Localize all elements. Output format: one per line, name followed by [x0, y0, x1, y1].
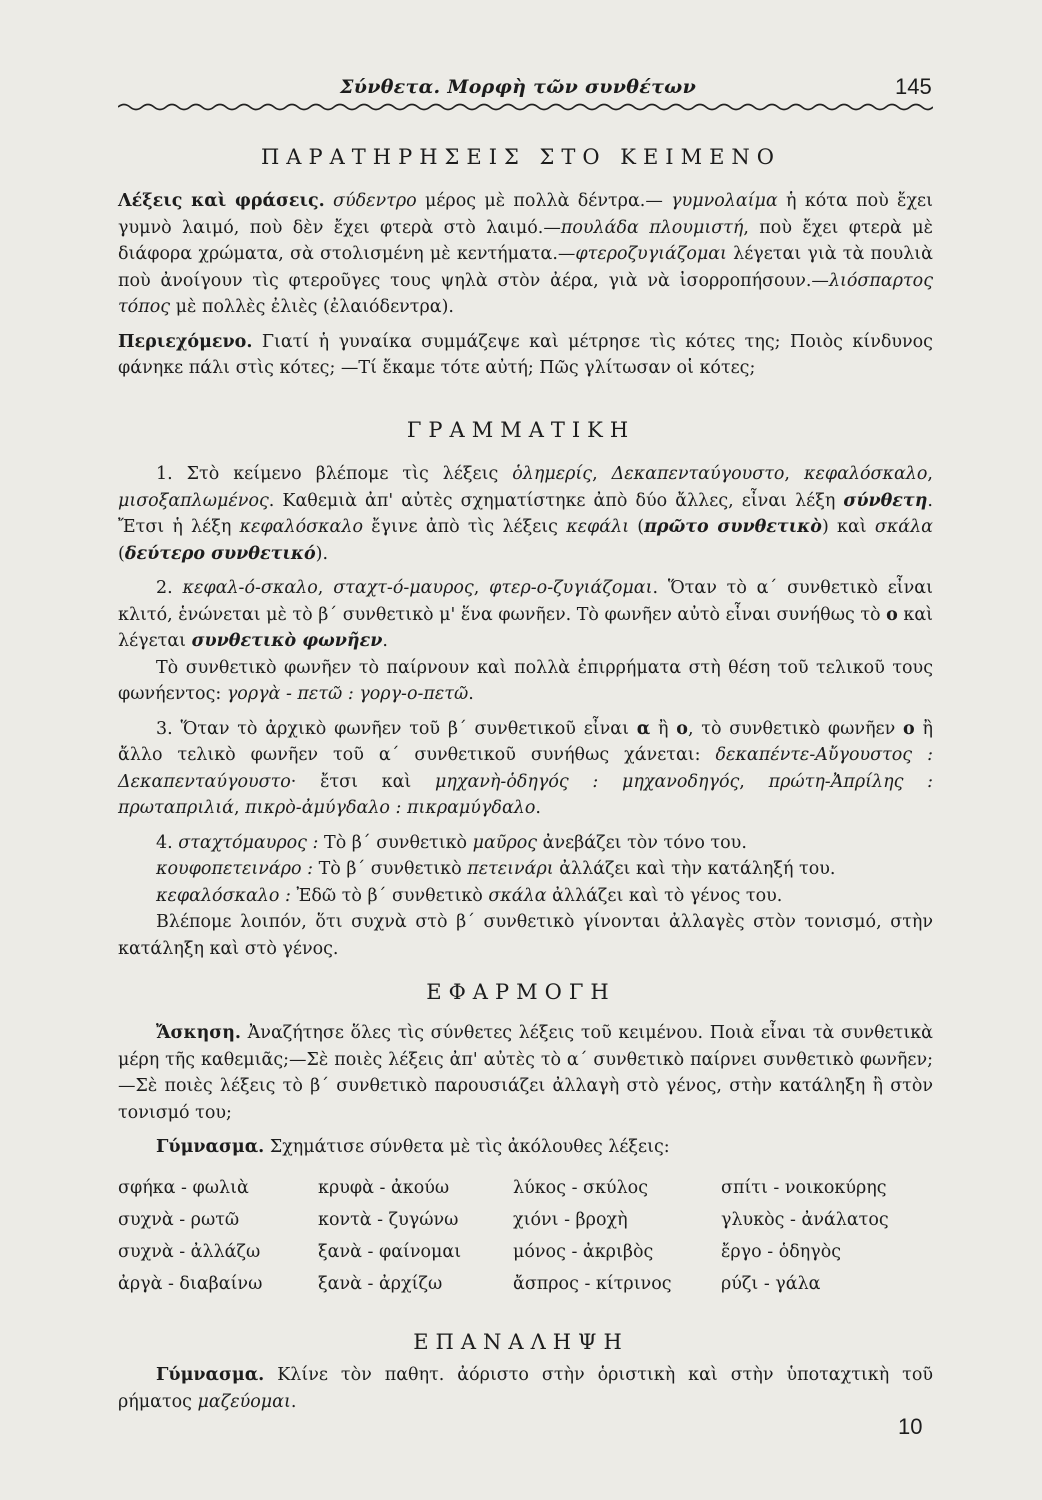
review-paragraph: Γύμνασμα. Κλίνε τὸν παθητ. ἀόριστο στὴν ὁριστικὴ καὶ στὴν ὑποταχτικὴ τοῦ ρήματος μαζεύομαι. — [118, 1365, 933, 1412]
word-row — [118, 1236, 933, 1268]
signature-marker: 10 — [898, 1414, 923, 1439]
page-number: 145 — [895, 74, 932, 99]
running-header: Σύνθετα. Μορφὴ τῶν συνθέτων — [340, 76, 697, 98]
word-row — [118, 1268, 933, 1300]
word-pair: ἔργο - ὁδηγὸς — [721, 1242, 842, 1262]
word-pair: ἄσπρος - κίτρινος — [513, 1274, 672, 1294]
wavy-divider — [118, 100, 933, 114]
drill-paragraph: Γύμνασμα. Σχημάτισε σύνθετα μὲ τὶς ἀκόλουθες λέξεις: — [156, 1137, 670, 1157]
grammar-rule-2b: Τὸ συνθετικὸ φωνῆεν τὸ παίρνουν καὶ πολλὰ ἐπιρρήματα στὴ θέση τοῦ τελικοῦ τους φωνήεντος: γοργὰ - πετῶ : γοργ-ο-πετῶ. — [118, 657, 933, 704]
word-pair: λύκος - σκύλος — [513, 1178, 648, 1198]
word-row — [118, 1204, 933, 1236]
word-row — [118, 1172, 933, 1204]
word-pair: σπίτι - νοικοκύρης — [721, 1178, 887, 1198]
word-pair: μόνος - ἀκριβὸς — [513, 1242, 654, 1262]
section-title-observations: ΠΑΡΑΤΗΡΗΣΕΙΣ ΣΤΟ ΚΕΙΜΕΝΟ — [260, 145, 782, 169]
grammar-rule-2: 2. κεφαλ-ό-σκαλο, σταχτ-ό-μαυρος, φτερ-ο-ζυγιάζομαι. Ὅταν τὸ α΄ συνθετικὸ εἶναι κλιτό, ἑνώνεται μὲ τὸ β΄ συνθετικὸ μ' ἕνα φωνῆεν. Τὸ φωνῆεν αὐτὸ εἶναι συνήθως τὸ ο καὶ λέγεται συνθετικὸ φωνῆεν. — [118, 578, 933, 651]
word-pair: χιόνι - βροχὴ — [513, 1210, 628, 1230]
grammar-rule-1: 1. Στὸ κείμενο βλέπομε τὶς λέξεις ὁλημερίς, Δεκαπενταύγουστο, κεφαλόσκαλο, μισοξαπλωμένος. Καθεμιὰ ἀπ' αὐτὲς σχηματίστηκε ἀπὸ δύο ἄλλες, εἶναι λέξη σύνθετη. Ἔτσι ἡ λέξη κεφαλόσκαλο ἔγινε ἀπὸ τὶς λέξεις κεφάλι (πρῶτο συνθετικὸ) καὶ σκάλα (δεύτερο συνθετικό). — [118, 464, 933, 564]
word-pair: ρύζι - γάλα — [721, 1274, 821, 1294]
word-pairs-table — [118, 1172, 933, 1300]
word-pair: ξανὰ - φαίνομαι — [318, 1242, 462, 1262]
exercise-paragraph: Ἄσκηση. Ἀναζήτησε ὅλες τὶς σύνθετες λέξεις τοῦ κειμένου. Ποιὰ εἶναι τὰ συνθετικὰ μέρη τῆς καθεμιᾶς;—Σὲ ποιὲς λέξεις ἀπ' αὐτὲς τὸ α΄ συνθετικὸ παίρνει συνθετικὸ φωνῆεν;—Σὲ ποιὲς λέξεις τὸ β΄ συνθετικὸ παρουσιάζει ἀλλαγὴ στὸ γένος, στὴν κατάληξη ἢ στὸν τονισμό του; — [118, 1023, 933, 1123]
word-pair: συχνὰ - ἀλλάζω — [118, 1242, 261, 1262]
section-title-application: ΕΦΑΡΜΟΓΗ — [426, 980, 616, 1004]
word-pair: κρυφὰ - ἀκούω — [318, 1178, 450, 1198]
grammar-rule-4b: κουφοπετεινάρο : Τὸ β΄ συνθετικὸ πετεινάρι ἀλλάζει καὶ τὴν κατάληξή του. — [156, 859, 836, 879]
grammar-rule-4d: Βλέπομε λοιπόν, ὅτι συχνὰ στὸ β΄ συνθετικὸ γίνονται ἀλλαγὲς στὸν τονισμό, στὴν κατάληξη καὶ στὸ γένος. — [118, 912, 933, 959]
grammar-rule-4c: κεφαλόσκαλο : Ἐδῶ τὸ β΄ συνθετικὸ σκάλα ἀλλάζει καὶ τὸ γένος του. — [156, 885, 783, 906]
section-title-grammar: ΓΡΑΜΜΑΤΙΚΗ — [406, 418, 636, 442]
observations-body — [118, 188, 933, 382]
review-body — [118, 1362, 933, 1415]
paragraph-content: Περιεχόμενο. Γιατί ἡ γυναίκα συμμάζεψε καὶ μέτρησε τὶς κότες της; Ποιὸς κίνδυνος φάνηκε πάλι στὶς κότες; —Τί ἔκαμε τότε αὐτή; Πῶς γλίτωσαν οἱ κότες; — [118, 331, 933, 378]
word-pair: σφήκα - φωλιὰ — [118, 1178, 249, 1198]
section-title-review: ΕΠΑΝΑΛΗΨΗ — [413, 1330, 629, 1354]
word-pair: ἀργὰ - διαβαίνω — [118, 1274, 263, 1294]
grammar-body — [118, 461, 933, 962]
word-pair: γλυκὸς - ἀνάλατος — [721, 1210, 889, 1230]
grammar-rule-3: 3. Ὅταν τὸ ἀρχικὸ φωνῆεν τοῦ β΄ συνθετικοῦ εἶναι α ἢ ο, τὸ συνθετικὸ φωνῆεν ο ἢ ἄλλο τελικὸ φωνῆεν τοῦ α΄ συνθετικοῦ συνήθως χάνεται: δεκαπέντε-Αὔγουστος : Δεκαπενταύγουστο· ἔτσι καὶ μηχανὴ-ὁδηγός : μηχανοδηγός, πρώτη-Ἀπρίλης : πρωταπριλιά, πικρὸ-ἀμύγδαλο : πικραμύγδαλο. — [118, 718, 933, 818]
word-pair: κοντὰ - ζυγώνω — [318, 1210, 459, 1230]
application-body — [118, 1020, 933, 1161]
paragraph-vocabulary: Λέξεις καὶ φράσεις. σύδεντρο μέρος μὲ πολλὰ δέντρα.— γυμνολαίμα ἡ κότα ποὺ ἔχει γυμνὸ λαιμό, ποὺ δὲν ἔχει φτερὰ στὸ λαιμό.—πουλάδα πλουμιστή, ποὺ ἔχει φτερὰ μὲ διάφορα χρώματα, σὰ στολισμένη μὲ κεντήματα.—φτεροζυγιάζομαι λέγεται γιὰ τὰ πουλιὰ ποὺ ἀνοίγουν τὶς φτεροῦγες τους ψηλὰ στὸν ἀέρα, γιὰ νὰ ἰσορροπήσουν.—λιόσπαρτος τόπος μὲ πολλὲς ἐλιὲς (ἐλαιόδεντρα). — [118, 191, 933, 317]
word-pair: ξανὰ - ἀρχίζω — [318, 1274, 443, 1294]
word-pair: συχνὰ - ρωτῶ — [118, 1210, 240, 1230]
grammar-rule-4: 4. σταχτόμαυρος : Τὸ β΄ συνθετικὸ μαῦρος ἀνεβάζει τὸν τόνο του. — [156, 832, 747, 853]
